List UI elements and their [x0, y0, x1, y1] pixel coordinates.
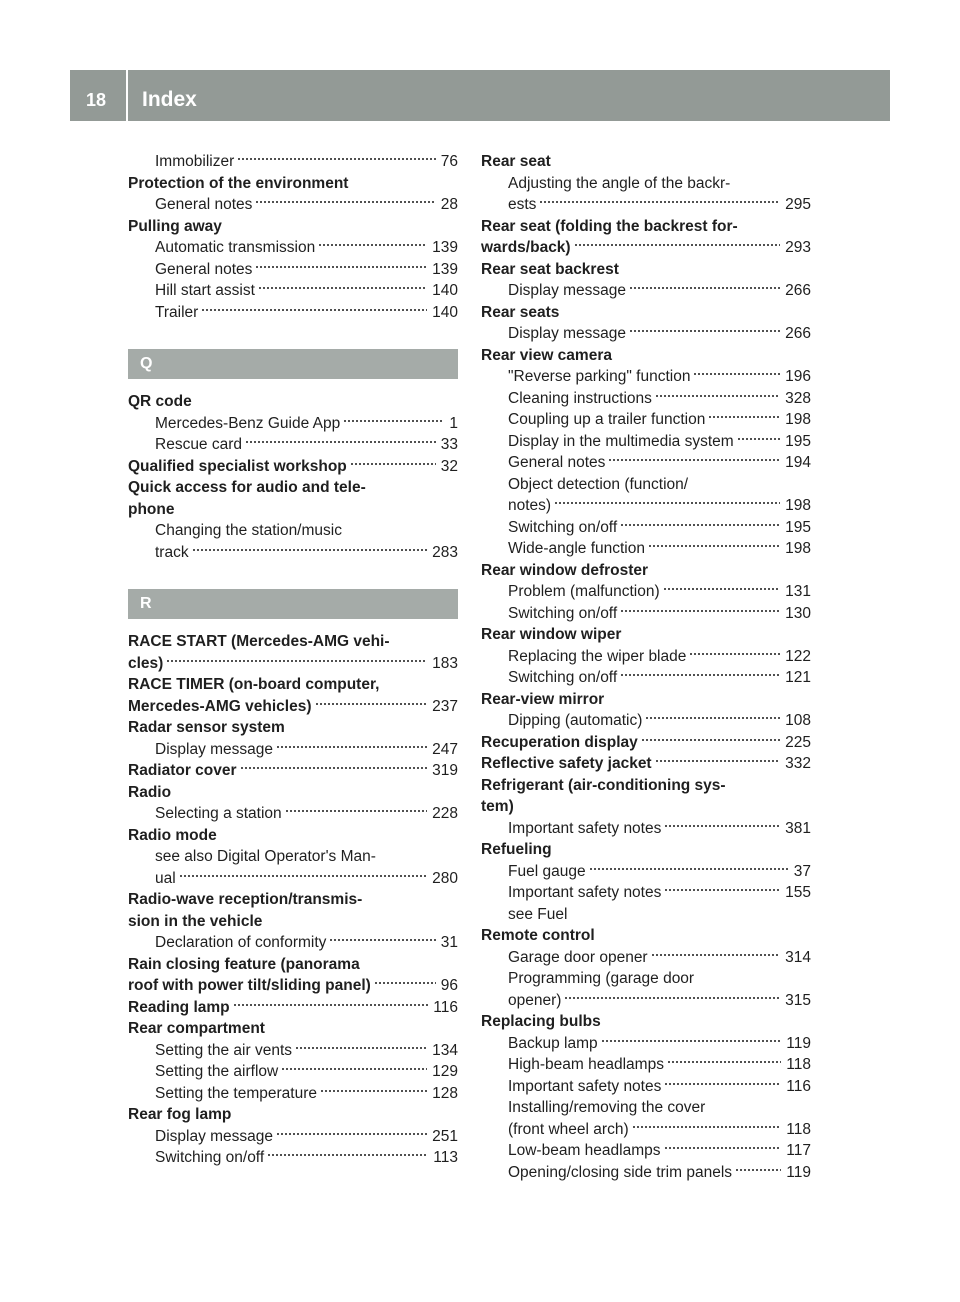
- page-reference: 140: [432, 282, 458, 299]
- index-subentry: [481, 710, 811, 732]
- page-reference: 96: [440, 977, 458, 994]
- dot-leader: [663, 586, 781, 592]
- entry-text: Rain closing feature (panorama: [128, 955, 360, 973]
- entry-text: notes): [508, 497, 552, 514]
- index-subentry: [481, 968, 811, 990]
- page-reference: 266: [785, 325, 811, 342]
- dot-leader: [629, 285, 780, 291]
- entry-list-right: [481, 151, 811, 1183]
- index-subentry: [481, 517, 811, 539]
- index-subentry: [128, 932, 458, 954]
- entry-text: Radio mode: [128, 826, 217, 844]
- entry-text: ests: [508, 196, 537, 213]
- page-reference: 328: [785, 389, 811, 407]
- dot-leader: [608, 457, 780, 463]
- dot-leader: [648, 543, 780, 549]
- page-reference: 194: [785, 454, 811, 471]
- index-heading: [128, 1104, 458, 1126]
- entry-text: Recuperation display: [481, 733, 638, 751]
- index-heading: [128, 631, 458, 653]
- page-reference: 283: [432, 543, 458, 561]
- index-subentry: [128, 302, 458, 324]
- index-subentry: [481, 646, 811, 668]
- index-heading: [481, 925, 811, 947]
- page-reference: 131: [785, 583, 811, 600]
- dot-leader: [641, 737, 780, 743]
- entry-text: tem): [481, 798, 514, 815]
- entry-text: Installing/removing the cover: [508, 1099, 706, 1116]
- entry-text: Reflective safety jacket: [481, 755, 652, 772]
- entry-text: General notes: [155, 196, 253, 213]
- index-heading: [481, 775, 811, 797]
- page-reference: 119: [786, 1163, 811, 1181]
- index-subentry: [128, 1126, 458, 1148]
- page-reference: 225: [785, 733, 811, 751]
- dot-leader: [655, 393, 780, 399]
- page-reference: 140: [432, 303, 458, 321]
- index-heading: [481, 560, 811, 582]
- entry-text: RACE TIMER (on-board computer,: [128, 676, 380, 693]
- index-subentry: [128, 280, 458, 302]
- entry-text: opener): [508, 991, 562, 1009]
- entry-text: Backup lamp: [508, 1034, 598, 1052]
- page-reference: 195: [785, 432, 811, 450]
- entry-text: Display message: [508, 282, 627, 299]
- index-heading: [481, 689, 811, 711]
- section-header-r: R: [128, 589, 458, 619]
- index-subentry: [481, 474, 811, 496]
- entry-text: Quick access for audio and tele-: [128, 479, 366, 496]
- index-heading: [481, 624, 811, 646]
- index-subentry: [128, 259, 458, 281]
- entry-list-top: [128, 151, 458, 323]
- dot-leader: [589, 866, 789, 872]
- index-subentry: [481, 947, 811, 969]
- entry-text: Display message: [155, 740, 274, 758]
- dot-leader: [318, 242, 427, 248]
- index-heading: [128, 216, 458, 238]
- page-number: 18: [86, 90, 107, 110]
- page-reference: 183: [432, 654, 458, 672]
- entry-text: General notes: [508, 454, 606, 471]
- page-title: Index: [142, 88, 197, 111]
- entry-text: High-beam headlamps: [508, 1056, 664, 1073]
- page-reference: 237: [432, 697, 458, 715]
- page-reference: 130: [785, 604, 811, 622]
- entry-text: phone: [128, 500, 175, 518]
- entry-text: Rescue card: [155, 436, 243, 453]
- dot-leader: [564, 995, 780, 1001]
- entry-text: Switching on/off: [155, 1149, 265, 1166]
- index-subentry: [481, 1076, 811, 1098]
- index-subentry: [128, 151, 458, 173]
- page-reference: 28: [440, 196, 458, 213]
- entry-text: Rear fog lamp: [128, 1106, 232, 1123]
- dot-leader: [667, 1059, 781, 1065]
- dot-leader: [735, 1167, 781, 1173]
- entry-text: Programming (garage door: [508, 970, 695, 987]
- entry-text: Wide-angle function: [508, 540, 645, 557]
- page-reference: 37: [793, 862, 811, 880]
- index-heading: [128, 696, 458, 718]
- entry-text: track: [155, 543, 189, 561]
- index-subentry: [481, 280, 811, 302]
- dot-leader: [374, 980, 436, 986]
- entry-text: Selecting a station: [155, 805, 282, 822]
- dot-leader: [179, 873, 427, 879]
- index-subentry: [481, 431, 811, 453]
- index-heading: [481, 732, 811, 754]
- index-subentry: [481, 1097, 811, 1119]
- entry-text: Display message: [155, 1127, 274, 1145]
- page-reference: 118: [786, 1056, 811, 1073]
- dot-leader: [320, 1088, 427, 1094]
- dot-leader: [629, 328, 780, 334]
- index-subentry: [481, 861, 811, 883]
- page-reference: 33: [440, 436, 458, 453]
- entry-text: Cleaning instructions: [508, 389, 652, 407]
- index-heading: [128, 825, 458, 847]
- index-subentry: [128, 739, 458, 761]
- page-reference: 117: [786, 1142, 811, 1159]
- dot-leader: [632, 1124, 782, 1130]
- entry-text: Display in the multimedia system: [508, 432, 734, 450]
- page-reference: 314: [785, 948, 811, 966]
- entry-text: cles): [128, 654, 164, 672]
- index-heading: [128, 975, 458, 997]
- index-subentry: [481, 882, 811, 904]
- entry-text: RACE START (Mercedes-AMG vehi-: [128, 633, 390, 650]
- entry-text: Coupling up a trailer function: [508, 411, 706, 428]
- index-heading: [128, 889, 458, 911]
- page-reference: 128: [432, 1084, 458, 1102]
- dot-leader: [620, 522, 780, 528]
- page-reference: 113: [433, 1149, 458, 1166]
- dot-leader: [276, 744, 427, 750]
- index-subentry: [128, 542, 458, 564]
- entry-text: Rear seats: [481, 303, 560, 321]
- entry-text: Trailer: [155, 303, 199, 321]
- dot-leader: [350, 461, 436, 467]
- index-heading: [481, 1011, 811, 1033]
- index-heading: [128, 717, 458, 739]
- index-subentry: [481, 904, 811, 926]
- dot-leader: [655, 758, 781, 764]
- dot-leader: [285, 808, 427, 814]
- dot-leader: [295, 1045, 427, 1051]
- dot-leader: [240, 765, 428, 771]
- index-subentry: [128, 237, 458, 259]
- index-heading: [481, 216, 811, 238]
- index-subentry: [481, 452, 811, 474]
- entry-text: roof with power tilt/sliding panel): [128, 977, 371, 994]
- dot-leader: [620, 608, 780, 614]
- dot-leader: [255, 199, 435, 205]
- index-subentry: [481, 1162, 811, 1184]
- entry-text: Rear seat backrest: [481, 260, 619, 278]
- dot-leader: [693, 371, 780, 377]
- index-subentry: [481, 495, 811, 517]
- entry-text: sion in the vehicle: [128, 912, 263, 930]
- entry-text: Refrigerant (air-conditioning sys-: [481, 776, 726, 794]
- index-subentry: [481, 388, 811, 410]
- entry-text: (front wheel arch): [508, 1120, 629, 1138]
- index-heading: [128, 653, 458, 675]
- index-subentry: [128, 194, 458, 216]
- page-reference: 315: [785, 991, 811, 1009]
- index-subentry: [128, 803, 458, 825]
- dot-leader: [281, 1066, 427, 1072]
- index-subentry: [128, 1083, 458, 1105]
- index-subentry: [481, 1054, 811, 1076]
- entry-text: Protection of the environment: [128, 174, 349, 192]
- entry-text: Mercedes-AMG vehicles): [128, 697, 312, 715]
- dot-leader: [601, 1038, 782, 1044]
- page-reference: 76: [440, 153, 458, 170]
- entry-text: Changing the station/music: [155, 522, 342, 539]
- index-subentry: [128, 520, 458, 542]
- index-heading: [481, 259, 811, 281]
- index-heading: [481, 839, 811, 861]
- entry-text: Pulling away: [128, 217, 222, 235]
- page-reference: 266: [785, 282, 811, 299]
- index-heading: [128, 954, 458, 976]
- entry-text: Hill start assist: [155, 282, 255, 299]
- entry-text: Garage door opener: [508, 948, 648, 966]
- dot-leader: [664, 823, 780, 829]
- page-reference: 280: [432, 869, 458, 887]
- entry-text: Important safety notes: [508, 819, 662, 837]
- header-divider: [126, 70, 128, 121]
- page-reference: 155: [785, 884, 811, 901]
- index-subentry: [481, 667, 811, 689]
- entry-text: Automatic transmission: [155, 239, 316, 256]
- page-reference: 319: [432, 762, 458, 779]
- index-heading: [128, 499, 458, 521]
- entry-text: Rear compartment: [128, 1020, 265, 1037]
- dot-leader: [645, 715, 780, 721]
- index-heading: [128, 477, 458, 499]
- dot-leader: [539, 199, 780, 205]
- entry-text: Low-beam headlamps: [508, 1142, 661, 1159]
- entry-text: see also Digital Operator's Man-: [155, 848, 376, 865]
- entry-text: Replacing the wiper blade: [508, 647, 687, 665]
- page-reference: 121: [785, 669, 811, 686]
- entry-text: Rear window defroster: [481, 561, 649, 579]
- page-reference: 381: [785, 819, 811, 837]
- entry-text: ual: [155, 869, 176, 887]
- page-reference: 198: [785, 540, 811, 557]
- page-header: [70, 70, 890, 121]
- entry-text: Immobilizer: [155, 153, 235, 170]
- dot-leader: [343, 418, 444, 424]
- index-heading: [128, 456, 458, 478]
- index-subentry: [481, 1140, 811, 1162]
- entry-text: Adjusting the angle of the backr-: [508, 174, 731, 192]
- entry-text: Problem (malfunction): [508, 583, 660, 600]
- index-subentry: [128, 1147, 458, 1169]
- index-subentry: [128, 868, 458, 890]
- index-subentry: [481, 603, 811, 625]
- index-heading: [481, 237, 811, 259]
- index-heading: [128, 997, 458, 1019]
- index-subentry: [481, 538, 811, 560]
- entry-text: Rear-view mirror: [481, 690, 605, 708]
- entry-text: Replacing bulbs: [481, 1013, 601, 1030]
- index-subentry: [481, 173, 811, 195]
- dot-leader: [689, 651, 780, 657]
- entry-text: Rear seat: [481, 153, 551, 170]
- entry-text: Mercedes-Benz Guide App: [155, 414, 341, 432]
- entry-text: Radar sensor system: [128, 719, 285, 736]
- entry-text: Important safety notes: [508, 1077, 662, 1095]
- entry-text: Dipping (automatic): [508, 712, 643, 729]
- dot-leader: [315, 701, 428, 707]
- index-heading: [481, 151, 811, 173]
- page-reference: 198: [785, 497, 811, 514]
- index-heading: [128, 674, 458, 696]
- page-reference: 122: [785, 647, 811, 665]
- dot-leader: [192, 547, 428, 553]
- index-heading: [128, 782, 458, 804]
- page-reference: 116: [433, 998, 458, 1016]
- entry-text: Rear seat (folding the backrest for-: [481, 217, 738, 235]
- page-reference: 119: [786, 1034, 811, 1052]
- section-header-q: Q: [128, 349, 458, 379]
- entry-text: Radiator cover: [128, 762, 237, 779]
- entry-text: Qualified specialist workshop: [128, 457, 347, 475]
- index-subentry: [481, 366, 811, 388]
- index-subentry: [481, 323, 811, 345]
- index-subentry: [481, 818, 811, 840]
- index-subentry: [128, 1040, 458, 1062]
- page-reference: 293: [785, 239, 811, 256]
- page-reference: 116: [786, 1077, 811, 1095]
- entry-text: wards/back): [481, 239, 571, 256]
- entry-text: Setting the air vents: [155, 1041, 292, 1059]
- entry-text: Important safety notes: [508, 884, 662, 901]
- dot-leader: [245, 439, 436, 445]
- entry-list-q: [128, 391, 458, 563]
- index-subentry: [481, 990, 811, 1012]
- dot-leader: [708, 414, 780, 420]
- page-reference: 32: [440, 457, 458, 475]
- entry-text: see Fuel: [508, 905, 568, 923]
- index-subentry: [481, 1119, 811, 1141]
- index-subentry: [128, 1061, 458, 1083]
- entry-text: "Reverse parking" function: [508, 368, 691, 385]
- page-reference: 139: [432, 239, 458, 256]
- dot-leader: [258, 285, 427, 291]
- entry-text: Switching on/off: [508, 669, 618, 686]
- page-reference: 295: [785, 196, 811, 213]
- dot-leader: [267, 1152, 428, 1158]
- page-reference: 195: [785, 518, 811, 536]
- entry-list-r: [128, 631, 458, 1169]
- dot-leader: [233, 1002, 429, 1008]
- entry-text: Declaration of conformity: [155, 934, 327, 951]
- dot-leader: [201, 307, 427, 313]
- entry-text: Switching on/off: [508, 518, 618, 536]
- entry-text: Fuel gauge: [508, 862, 586, 880]
- page-reference: 247: [432, 740, 458, 758]
- page-reference: 134: [432, 1041, 458, 1059]
- dot-leader: [554, 500, 780, 506]
- dot-leader: [255, 264, 427, 270]
- index-heading: [128, 911, 458, 933]
- dot-leader: [620, 672, 780, 678]
- dot-leader: [166, 658, 427, 664]
- entry-text: Switching on/off: [508, 604, 618, 622]
- index-subentry: [481, 1033, 811, 1055]
- page-reference: 251: [432, 1127, 458, 1145]
- page-reference: 1: [449, 414, 458, 432]
- index-heading: [128, 760, 458, 782]
- entry-text: Setting the temperature: [155, 1084, 317, 1102]
- index-subentry: [128, 413, 458, 435]
- entry-text: Refueling: [481, 841, 552, 858]
- dot-leader: [329, 937, 435, 943]
- dot-leader: [664, 1081, 781, 1087]
- index-column-right: [481, 151, 811, 1183]
- page-reference: 108: [785, 712, 811, 729]
- index-heading: [481, 302, 811, 324]
- index-subentry: [481, 581, 811, 603]
- page-reference: 129: [432, 1063, 458, 1080]
- entry-text: Radio-wave reception/transmis-: [128, 891, 363, 908]
- index-heading: [128, 173, 458, 195]
- index-heading: [128, 1018, 458, 1040]
- index-heading: [481, 345, 811, 367]
- index-heading: [481, 753, 811, 775]
- dot-leader: [737, 436, 780, 442]
- entry-text: Rear window wiper: [481, 626, 622, 643]
- entry-text: Setting the airflow: [155, 1063, 279, 1080]
- entry-text: Radio: [128, 783, 172, 801]
- index-subentry: [481, 409, 811, 431]
- entry-text: Object detection (function/: [508, 475, 689, 493]
- entry-text: Display message: [508, 325, 627, 342]
- page-reference: 31: [440, 934, 458, 951]
- entry-text: Rear view camera: [481, 346, 612, 364]
- dot-leader: [651, 952, 781, 958]
- index-heading: [128, 391, 458, 413]
- page-reference: 139: [432, 260, 458, 278]
- index-heading: [481, 796, 811, 818]
- entry-text: Remote control: [481, 927, 595, 944]
- dot-leader: [664, 1145, 782, 1151]
- entry-text: Reading lamp: [128, 998, 230, 1016]
- index-subentry: [128, 434, 458, 456]
- page-reference: 196: [785, 368, 811, 385]
- page-reference: 332: [785, 755, 811, 772]
- page-reference: 228: [432, 805, 458, 822]
- entry-text: Opening/closing side trim panels: [508, 1163, 733, 1181]
- entry-text: General notes: [155, 260, 253, 278]
- page-reference: 118: [786, 1120, 811, 1138]
- index-column-left: [128, 151, 458, 1169]
- dot-leader: [237, 156, 436, 162]
- dot-leader: [664, 887, 780, 893]
- index-subentry: [128, 846, 458, 868]
- dot-leader: [574, 242, 781, 248]
- entry-text: QR code: [128, 393, 192, 410]
- dot-leader: [276, 1131, 427, 1137]
- page-reference: 198: [785, 411, 811, 428]
- index-subentry: [481, 194, 811, 216]
